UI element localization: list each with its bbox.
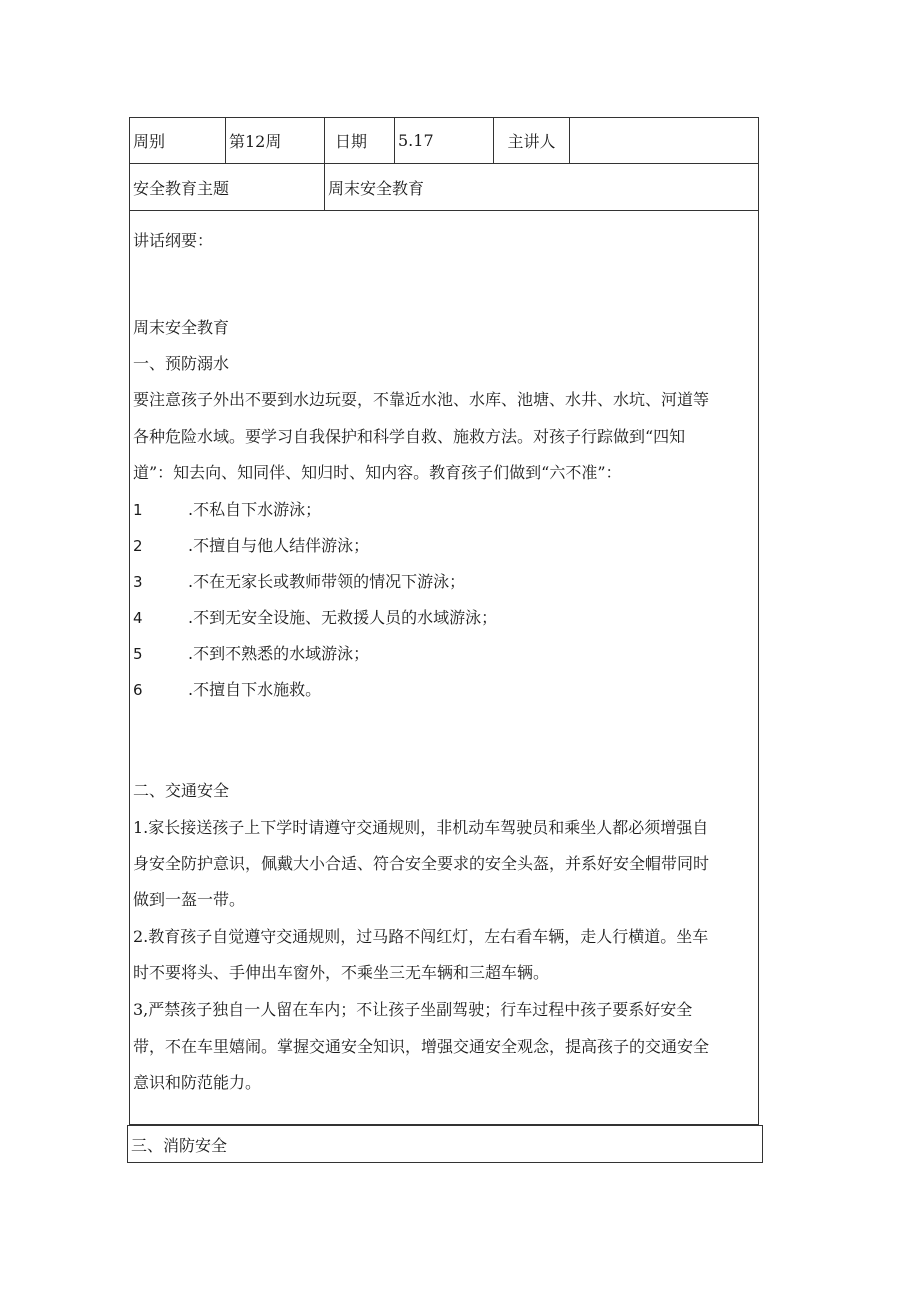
list-item-number: 4 (133, 609, 143, 627)
section1-para-line: 道”：知去向、知同伴、知归时、知内容。教育孩子们做到“六不准”： (133, 463, 622, 482)
section2-line: 带，不在车里嬉闹。掌握交通安全知识，增强交通安全观念，提高孩子的交通安全 (133, 1037, 710, 1056)
speaker-label: 主讲人 (494, 118, 570, 163)
list-item-number: 6 (133, 681, 143, 699)
header-table (129, 117, 759, 211)
section3-box (127, 1125, 763, 1163)
list-item-text: .不擅自与他人结伴游泳； (188, 536, 370, 555)
content-box (129, 209, 759, 1125)
list-item-text: .不擅自下水施救。 (188, 680, 322, 699)
week-label: 周别 (130, 118, 226, 163)
section2-line: 3,严禁孩子独自一人留在车内；不让孩子坐副驾驶；行车过程中孩子要系好安全 (133, 1000, 693, 1019)
section2-line: 身安全防护意识，佩戴大小合适、符合安全要求的安全头盔，并系好安全帽带同时 (133, 854, 710, 873)
outline-label: 讲话纲要： (133, 231, 214, 250)
list-item-text: .不到不熟悉的水域游泳； (188, 644, 370, 663)
list-item-number: 5 (133, 645, 143, 663)
list-item-number: 2 (133, 537, 143, 555)
section3-heading: 三、消防安全 (131, 1135, 228, 1155)
section2-heading: 二、交通安全 (133, 781, 230, 800)
header-row-topic (130, 164, 758, 210)
speaker-value (570, 118, 758, 163)
date-label: 日期 (325, 118, 395, 163)
header-row-meta (130, 118, 758, 164)
list-item-text: .不在无家长或教师带领的情况下游泳； (188, 572, 466, 591)
section2-line: 做到一盔一带。 (133, 890, 246, 909)
list-item-text: .不私自下水游泳； (188, 500, 322, 519)
section1-heading: 一、预防溺水 (133, 354, 230, 373)
content-title: 周末安全教育 (133, 318, 230, 337)
topic-label: 安全教育主题 (130, 164, 325, 210)
topic-value: 周末安全教育 (328, 178, 425, 198)
section2-line: 时不要将头、手伸出车窗外，不乘坐三无车辆和三超车辆。 (133, 963, 550, 982)
list-item-number: 3 (133, 573, 143, 591)
date-value: 5.17 (395, 118, 494, 163)
list-item-text: .不到无安全设施、无救援人员的水域游泳； (188, 608, 498, 627)
list-item-number: 1 (133, 501, 143, 519)
section2-line: 意识和防范能力。 (133, 1073, 262, 1092)
section1-para-line: 各种危险水域。要学习自我保护和科学自救、施救方法。对孩子行踪做到“四知 (133, 427, 686, 446)
week-value: 第12周 (226, 118, 325, 163)
section1-para-line: 要注意孩子外出不要到水边玩耍，不靠近水池、水库、池塘、水井、水坑、河道等 (133, 390, 710, 409)
section2-line: 2.教育孩子自觉遵守交通规则，过马路不闯红灯，左右看车辆，走人行横道。坐车 (133, 927, 709, 946)
section2-line: 1.家长接送孩子上下学时请遵守交通规则，非机动车驾驶员和乘坐人都必须增强自 (133, 818, 709, 837)
